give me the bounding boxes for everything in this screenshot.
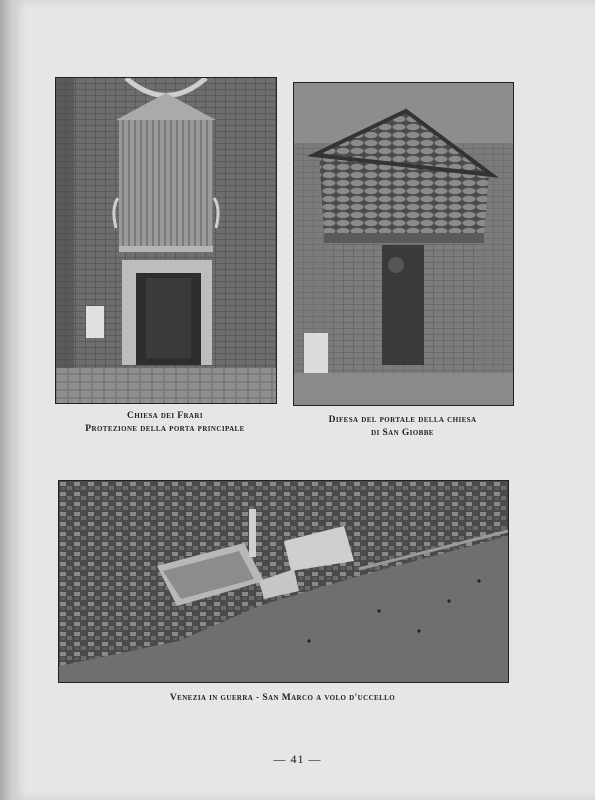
frari-photo — [55, 77, 277, 404]
page-number: — 41 — — [273, 752, 322, 766]
san-giobbe-caption — [293, 414, 512, 440]
frari-caption — [55, 410, 275, 436]
san-giobbe-caption-line1: Difesa del portale della chiesa — [328, 415, 477, 425]
frari-caption-title: Chiesa dei Frari — [127, 411, 203, 421]
san-giobbe-caption-line2: di San Giobbe — [371, 428, 434, 438]
frari-caption-subtitle: Protezione della porta principale — [85, 424, 245, 434]
page-binding-edge — [0, 0, 12, 800]
san-marco-aerial-photo — [58, 480, 509, 683]
san-marco-caption — [58, 692, 507, 705]
san-giobbe-photo — [293, 82, 514, 406]
san-marco-caption-text: Venezia in guerra - San Marco a volo d'uccello — [169, 693, 396, 703]
